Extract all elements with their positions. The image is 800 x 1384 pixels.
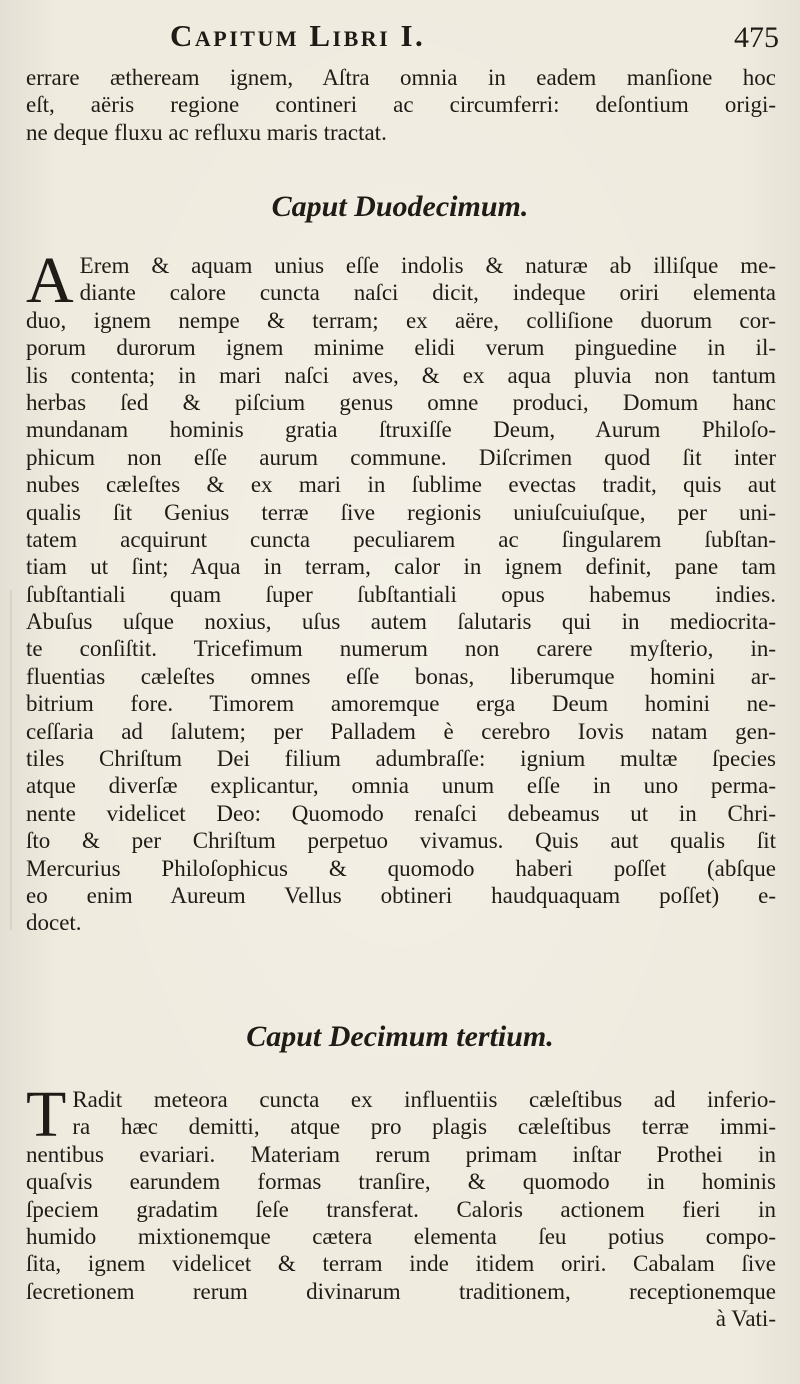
running-title: Capitum Libri I. bbox=[170, 18, 426, 53]
text-line: Radit meteora cuncta ex influentiis cæleſtibus ad inferio- bbox=[72, 1087, 776, 1112]
text-line: ne deque fluxu ac refluxu maris tractat. bbox=[26, 119, 387, 145]
text-line: Erem & aquam unius eſſe indolis & naturæ ab illiſque me- bbox=[79, 253, 776, 278]
text-line: bitrium fore. Timorem amoremque erga Deum homini ne- bbox=[26, 691, 776, 717]
text-line: mundanam hominis gratia ſtruxiſſe Deum, Aurum Philoſo- bbox=[26, 417, 776, 443]
text-line: nentibus evariari. Materiam rerum primam inſtar Prothei in bbox=[26, 1141, 776, 1167]
chapter-13-paragraph bbox=[26, 1078, 776, 1333]
text-line: ceſſaria ad ſalutem; per Palladem è cerebro Iovis natam gen- bbox=[26, 718, 776, 744]
text-line: herbas ſed & piſcium genus omne produci, Domum hanc bbox=[26, 389, 776, 415]
text-line: ſita, ignem videlicet & terram inde itidem oriri. Cabalam ſive bbox=[26, 1251, 776, 1277]
text-line: te conſiſtit. Tricefimum numerum non carere myſterio, in- bbox=[26, 636, 776, 662]
text-line: atque diverſæ explicantur, omnia unum eſſe in uno perma- bbox=[26, 773, 776, 799]
chapter-13-heading: Caput Decimum tertium. bbox=[246, 1020, 554, 1053]
chapter-12-heading: Caput Duodecimum. bbox=[271, 190, 529, 223]
text-line: nente videlicet Deo: Quomodo renaſci debeamus ut in Chri- bbox=[26, 800, 776, 826]
text-line: tiles Chriſtum Dei filium adumbraſſe: ignium multæ ſpecies bbox=[26, 746, 776, 772]
text-line: Abuſus uſque noxius, uſus autem ſalutaris qui in mediocrita- bbox=[26, 609, 776, 635]
text-line: duo, ignem nempe & terram; ex aëre, colliſione duorum cor- bbox=[26, 307, 776, 333]
drop-capital: A bbox=[26, 244, 74, 317]
catchword: à Vati- bbox=[715, 1306, 776, 1332]
text-line: docet. bbox=[26, 910, 82, 936]
text-line: nubes cæleſtes & ex mari in ſublime evectas tradit, quis aut bbox=[26, 472, 776, 498]
text-line: eſt, aëris regione contineri ac circumferri: deſontium origi- bbox=[26, 92, 776, 118]
paper-crease bbox=[10, 590, 12, 930]
text-line: tatem acquirunt cuncta peculiarem ac ſingularem ſubſtan- bbox=[26, 526, 776, 552]
text-line: diante calore cuncta naſci dicit, indeque oriri elementa bbox=[79, 280, 776, 306]
text-line: fluentias cæleſtes omnes eſſe bonas, liberumque homini ar- bbox=[26, 663, 776, 689]
text-line: qualis ſit Genius terræ ſive regionis uniuſcuiuſque, per uni- bbox=[26, 499, 776, 525]
text-line: eo enim Aureum Vellus obtineri haudquaquam poſſet) e- bbox=[26, 882, 776, 908]
text-line: ra hæc demitti, atque pro plagis cæleſtibus terræ immi- bbox=[72, 1114, 776, 1140]
text-line: lis contenta; in mari naſci aves, & ex aqua pluvia non tantum bbox=[26, 362, 776, 388]
running-head bbox=[0, 18, 800, 58]
text-line: tiam ut ſint; Aqua in terram, calor in ignem definit, pane tam bbox=[26, 554, 776, 580]
text-line: ſto & per Chriſtum perpetuo vivamus. Quis aut qualis ſit bbox=[26, 828, 776, 854]
text-line: humido mixtionemque cætera elementa ſeu potius compo- bbox=[26, 1223, 776, 1249]
drop-capital: T bbox=[26, 1078, 67, 1151]
top-paragraph bbox=[26, 64, 776, 146]
chapter-12-paragraph bbox=[26, 244, 776, 937]
page-number: 475 bbox=[734, 21, 779, 54]
text-line: ſecretionem rerum divinarum traditionem, receptionemque bbox=[26, 1278, 776, 1304]
text-line: phicum non eſſe aurum commune. Diſcrimen quod ſit inter bbox=[26, 444, 776, 470]
text-line: errare ætheream ignem, Aſtra omnia in eadem manſione hoc bbox=[26, 65, 776, 90]
text-line: ſpeciem gradatim ſeſe transferat. Caloris actionem fieri in bbox=[26, 1196, 776, 1222]
text-line: Mercurius Philoſophicus & quomodo haberi poſſet (abſque bbox=[26, 855, 776, 881]
text-line: porum durorum ignem minime elidi verum pinguedine in il- bbox=[26, 335, 776, 361]
text-line: quaſvis earundem formas tranſire, & quomodo in hominis bbox=[26, 1169, 776, 1195]
text-line: ſubſtantiali quam ſuper ſubſtantiali opus habemus indies. bbox=[26, 581, 776, 607]
